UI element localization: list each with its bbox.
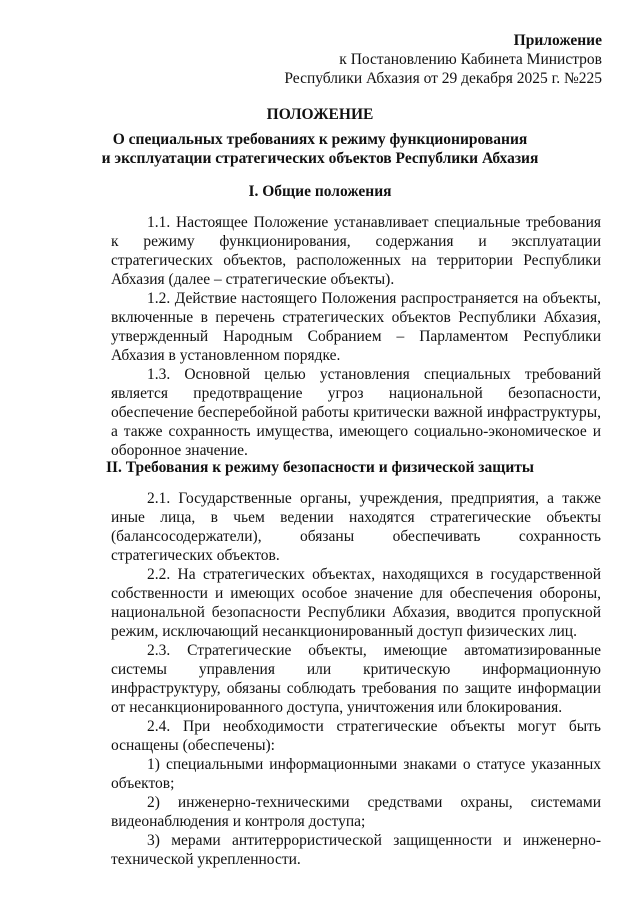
list-item-2: 2) инженерно-техническими средствами охраны, системами видеонаблюдения и контроля доступа; <box>111 794 601 830</box>
paragraph-1-3: 1.3. Основной целью установления специальных требований является предотвращение угроз национальной безопасности, обеспечение бесперебойной работы критически важной инфраструктуры, а также сохранность имущества, имеющего социально-экономическое и оборонное значение. <box>111 366 601 459</box>
list-item-3: 3) мерами антитеррористической защищенности и инженерно-технической укрепленности. <box>111 832 601 868</box>
list-item-1: 1) специальными информационными знаками о статусе указанных объектов; <box>111 756 601 792</box>
paragraph-2-1: 2.1. Государственные органы, учреждения, предприятия, а также иные лица, в чьем ведении находятся стратегические объекты (балансосодержатели), обязаны обеспечивать сохранность стратегических объектов. <box>111 490 601 564</box>
section-2-heading: II. Требования к режиму безопасности и физической защиты <box>105 459 535 476</box>
paragraph-1-2: 1.2. Действие настоящего Положения распространяется на объекты, включенные в перечень стратегических объектов Республики Абхазия, утвержденный Народным Собранием – Парламентом Республики Абхазия в установленном порядке. <box>111 290 601 364</box>
appendix-line-1: к Постановлению Кабинета Министров <box>339 51 602 68</box>
paragraph-1-1: 1.1. Настоящее Положение устанавливает специальные требования к режиму функционирования, содержания и эксплуатации стратегических объектов, расположенных на территории Республики Абхазия (далее – стратегические объекты). <box>111 214 601 288</box>
appendix-line-2: Республики Абхазия от 29 декабря 2025 г. №225 <box>284 70 602 87</box>
appendix-heading: Приложение <box>513 32 602 49</box>
document-title: ПОЛОЖЕНИЕ <box>266 106 374 123</box>
paragraph-2-4: 2.4. При необходимости стратегические объекты могут быть оснащены (обеспечены): <box>111 718 601 754</box>
section-2-body <box>111 489 601 869</box>
subtitle-line-2: и эксплуатации стратегических объектов Республики Абхазия <box>101 150 539 167</box>
section-1-heading: I. Общие положения <box>248 183 392 200</box>
document-subtitle <box>60 130 580 168</box>
appendix-block <box>284 31 602 88</box>
subtitle-line-1: О специальных требованиях к режиму функционирования <box>112 131 528 148</box>
paragraph-2-3: 2.3. Стратегические объекты, имеющие автоматизированные системы управления или критическую информационную инфраструктуру, обязаны соблюдать требования по защите информации от несанкционированного доступа, уничтожения или блокирования. <box>111 642 601 716</box>
section-1-body <box>111 213 601 460</box>
paragraph-2-2: 2.2. На стратегических объектах, находящихся в государственной собственности и имеющих особое значение для обеспечения обороны, национальной безопасности Республики Абхазия, вводится пропускной режим, исключающий несанкционированный доступ физических лиц. <box>111 566 601 640</box>
